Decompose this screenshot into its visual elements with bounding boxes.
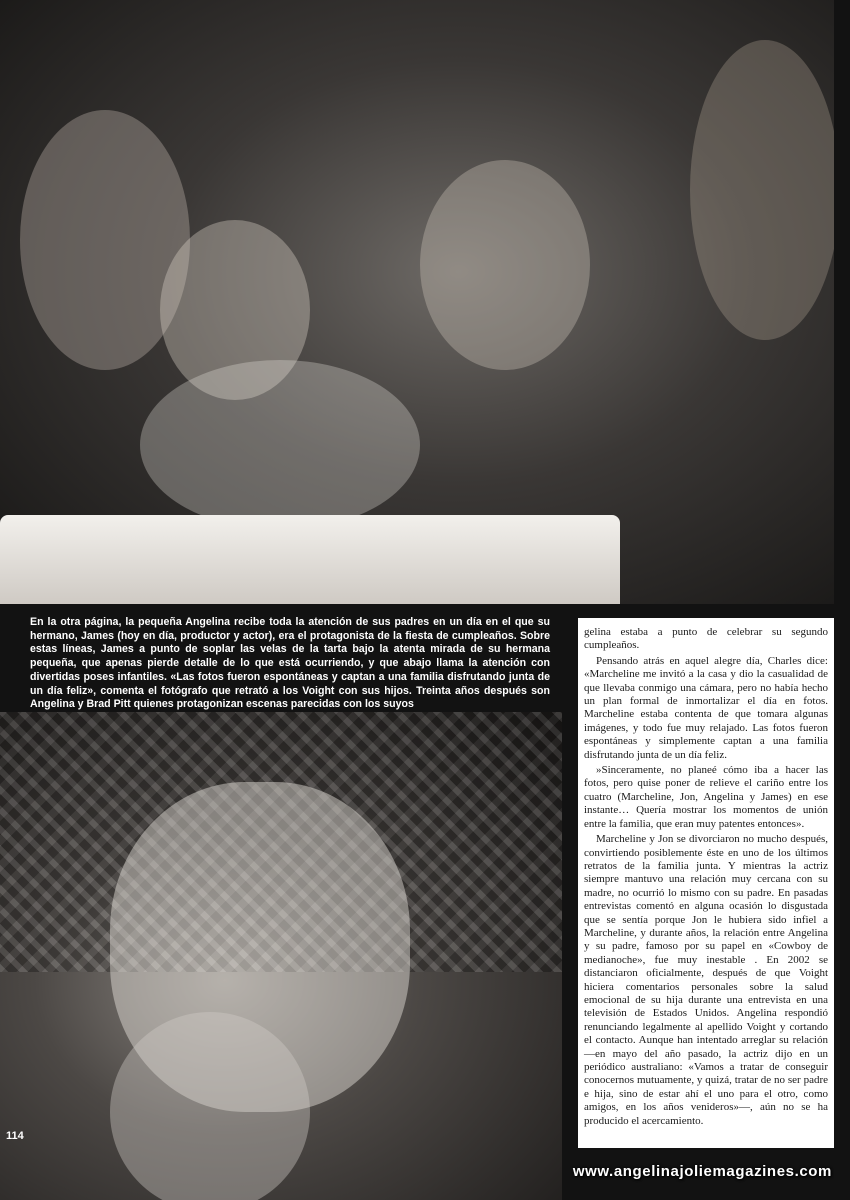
- baby-on-rug-photo: [0, 712, 562, 1200]
- article-paragraph: Marcheline y Jon se divorciaron no mucho después, convirtiendo posiblemente éste en uno de los últimos retratos de la familia junta. Y mientras la actriz siempre mantuvo una relación muy cercana con su madre, no ocurrió lo mismo con su padre. En pasadas entrevistas comentó en alguna ocasión lo disgustada que se sentía porque Jon le hubiera sido infiel a Marcheline, y durante años, la relación entre Angelina y su padre, famoso por su papel en «Cowboy de medianoche», fue muy inestable . En 2002 se distanciaron oficialmente, después de que Voight hiciera comentarios personales sobre la salud emocional de su hija durante una entrevista en una televisión de Estados Unidos. Angelina respondió renunciando legalmente al apellido Voight y cortando el contacto. Aunque han intentado arreglar su relación —en mayo del año pasado, la actriz dijo en un periódico australiano: «Vamos a tratar de conseguir conocernos mutuamente, y quizá, tratar de no ser padre e hija, sino de estar ahí el uno para el otro, como amigos, en los años venideros»—, aún no se ha producido el acercamiento.: [584, 833, 828, 1127]
- article-column: [578, 618, 834, 1148]
- family-birthday-photo: [0, 0, 834, 604]
- article-paragraph: gelina estaba a punto de celebrar su segundo cumpleaños.: [584, 626, 828, 652]
- article-paragraph: Pensando atrás en aquel alegre día, Charles dice: «Marcheline me invitó a la casa y dio la casualidad de que llevaba conmigo una cámara, pero no había hecho un plan formal de inmortalizar el día en fotos. Marcheline estaba contenta de que tomara algunas imágenes, y todo fue muy relajado. Las fotos fueron espontáneas y simplemente captan a una familia disfrutando junta de un día feliz.: [584, 654, 828, 761]
- page-number: 114: [6, 1130, 24, 1142]
- watermark: www.angelinajoliemagazines.com: [572, 1163, 832, 1180]
- photo-caption: En la otra página, la pequeña Angelina recibe toda la atención de sus padres en un día en el que su hermano, James (hoy en día, productor y actor), era el protagonista de la fiesta de cumpleaños. Sobre estas líneas, James a punto de soplar las velas de la tarta bajo la atenta mirada de su hermana pequeña, que apenas pierde detalle de lo que está ocurriendo, y que abajo llama la atención con divertidas poses infantiles. «Las fotos fueron espontáneas y captan a una familia disfrutando junta de un día feliz», comenta el fotógrafo que retrató a los Voight con sus hijos. Treinta años después son Angelina y Brad Pitt quienes protagonizan escenas parecidas con los suyos: [30, 616, 550, 711]
- article-paragraph: »Sinceramente, no planeé cómo iba a hacer las fotos, pero quise poner de relieve el cariño entre los cuatro (Marcheline, Jon, Angelina y James) en ese instante… Quería mostrar los momentos de unión entre la familia, que eran muy patentes entonces».: [584, 764, 828, 830]
